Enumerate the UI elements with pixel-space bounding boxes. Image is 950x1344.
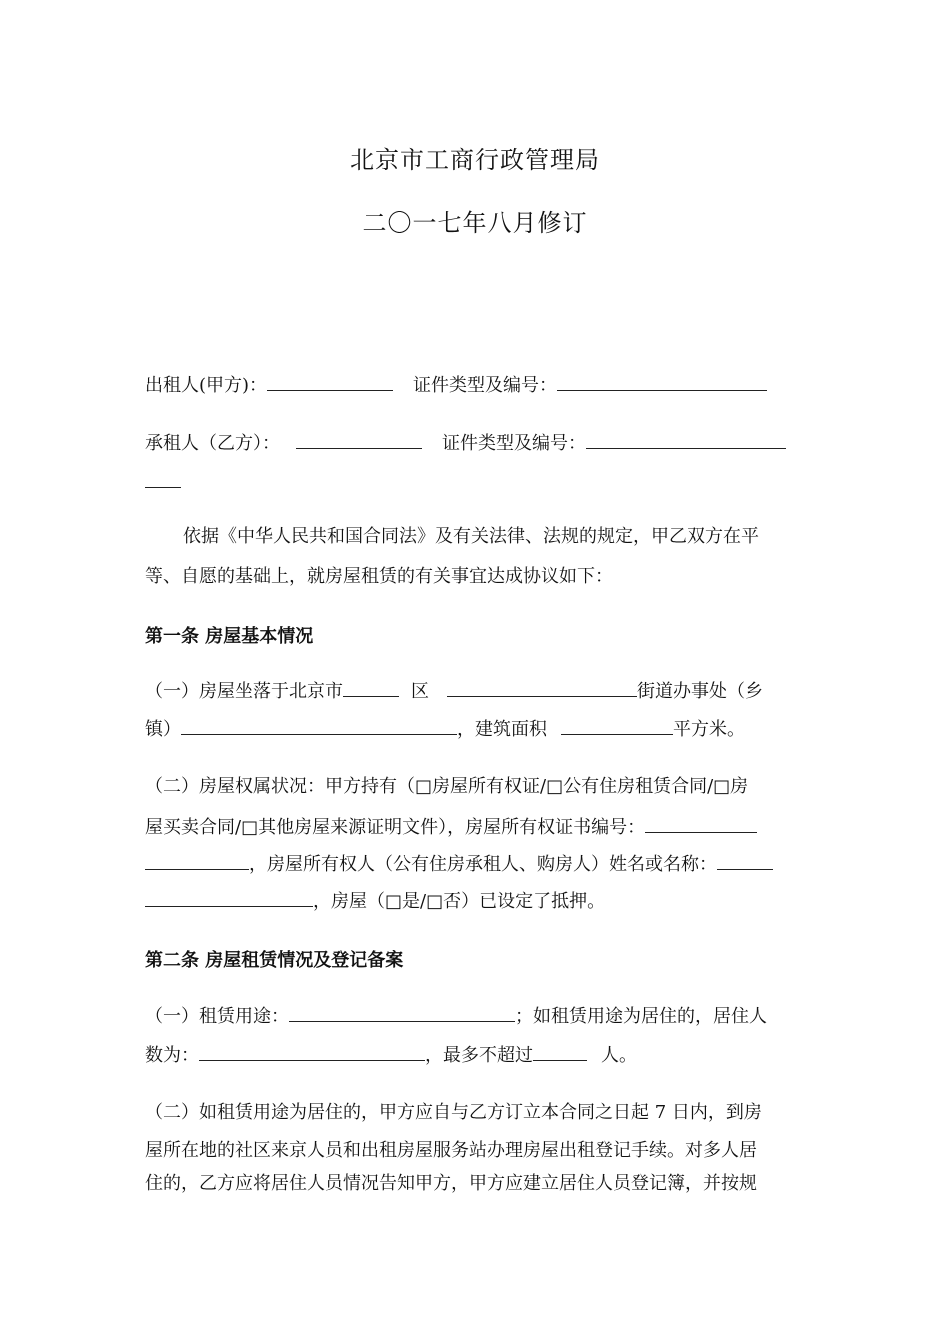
lessor-name-blank[interactable]	[267, 372, 393, 391]
registration-line-3: 住的，乙方应将居住人员情况告知甲方，甲方应建立居住人员登记簿，并按规	[145, 1173, 757, 1194]
purpose-line-1	[145, 1003, 767, 1029]
lessee-row	[145, 430, 786, 456]
occupants-blank[interactable]	[199, 1042, 425, 1061]
occupants-intro: ；如租赁用途为居住的，居住人	[515, 1006, 767, 1027]
article-2-heading: 第二条 房屋租赁情况及登记备案	[145, 950, 404, 971]
purpose-label: （一）租赁用途：	[145, 1006, 289, 1027]
purpose-blank[interactable]	[289, 1003, 515, 1022]
area-label: ，建筑面积	[457, 719, 547, 740]
owner-name-blank-continued[interactable]	[145, 888, 313, 907]
article-1-item-1-line-1	[145, 678, 763, 704]
street-blank[interactable]	[447, 678, 637, 697]
area-blank[interactable]	[561, 716, 673, 735]
ownership-line-1: （二）房屋权属状况：甲方持有（□房屋所有权证/□公有住房租赁合同/□房	[145, 776, 749, 797]
issuer-title: 北京市工商行政管理局	[350, 146, 600, 174]
certificate-number-label: 屋买卖合同/□其他房屋来源证明文件），房屋所有权证书编号：	[145, 817, 646, 838]
lessor-id-blank[interactable]	[557, 372, 767, 391]
ownership-line-2	[145, 814, 757, 840]
lessee-label: 承租人（乙方）：	[145, 433, 280, 454]
preamble-line-2: 等、自愿的基础上，就房屋租赁的有关事宜达成协议如下：	[145, 566, 613, 587]
occupants-label: 数为：	[145, 1045, 199, 1066]
town-label: 镇）	[145, 719, 181, 740]
certificate-number-blank-continued[interactable]	[145, 851, 249, 870]
article-1-item-1-line-2	[145, 716, 745, 742]
district-label: 区	[411, 681, 429, 702]
area-unit: 平方米。	[673, 719, 745, 740]
lessor-label: 出租人(甲方)：	[145, 375, 268, 396]
purpose-line-2	[145, 1042, 637, 1068]
mortgage-status: ，房屋（□是/□否）已设定了抵押。	[313, 891, 606, 912]
lessee-name-blank[interactable]	[296, 430, 422, 449]
location-prefix: （一）房屋坐落于北京市	[145, 681, 343, 702]
lessee-id-blank[interactable]	[586, 430, 786, 449]
owner-name-label: ，房屋所有权人（公有住房承租人、购房人）姓名或名称：	[249, 854, 717, 875]
certificate-number-blank[interactable]	[645, 814, 757, 833]
owner-name-blank[interactable]	[717, 851, 773, 870]
lessor-id-label: 证件类型及编号：	[413, 375, 558, 396]
ownership-line-3	[145, 851, 773, 877]
street-label: 街道办事处（乡	[637, 681, 763, 702]
registration-line-2: 屋所在地的社区来京人员和出租房屋服务站办理房屋出租登记手续。对多人居	[145, 1140, 757, 1161]
lessee-id-blank-continued[interactable]	[145, 486, 181, 488]
lessee-id-label: 证件类型及编号：	[442, 433, 586, 454]
article-1-heading: 第一条 房屋基本情况	[145, 626, 314, 647]
max-occupants-blank[interactable]	[533, 1042, 587, 1061]
max-occupants-label: ，最多不超过	[425, 1045, 533, 1066]
preamble-line-1: 依据《中华人民共和国合同法》及有关法律、法规的规定，甲乙双方在平	[183, 526, 759, 547]
town-blank[interactable]	[181, 716, 457, 735]
ownership-line-4	[145, 888, 605, 914]
revision-date: 二〇一七年八月修订	[362, 209, 588, 237]
lessor-row	[145, 372, 767, 398]
occupants-unit: 人。	[601, 1045, 637, 1066]
registration-line-1: （二）如租赁用途为居住的，甲方应自与乙方订立本合同之日起 7 日内，到房	[145, 1102, 762, 1123]
district-blank[interactable]	[343, 678, 399, 697]
